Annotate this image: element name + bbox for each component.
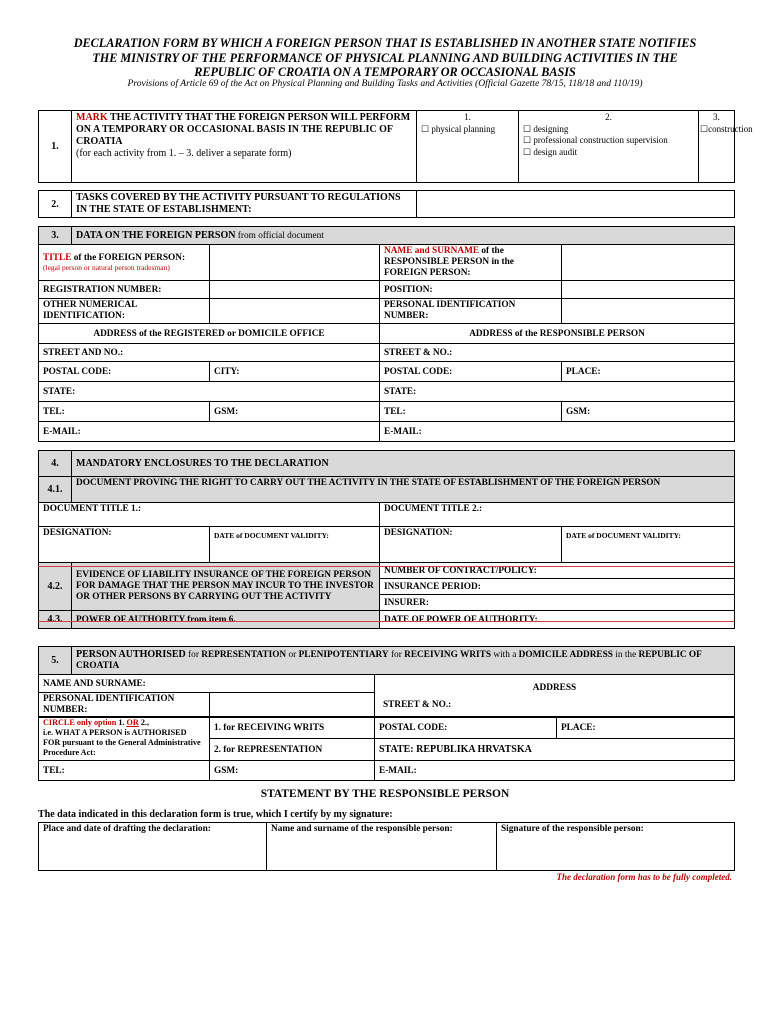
- title-line-1: DECLARATION FORM BY WHICH A FOREIGN PERSON THAT IS ESTABLISHED IN ANOTHER STATE NOTIFIES: [73, 36, 697, 50]
- checkbox-icon[interactable]: ☐: [421, 123, 430, 134]
- section-1-note: (for each activity from 1. – 3. deliver a separate form): [76, 148, 292, 159]
- title-rest: of the FOREIGN PERSON:: [71, 252, 186, 263]
- section-3-heading: [72, 227, 735, 245]
- checkbox-icon[interactable]: ☐: [523, 123, 532, 134]
- address-label: ADDRESS: [532, 683, 577, 693]
- authorised-pid-field[interactable]: [210, 693, 375, 718]
- activity-option-2[interactable]: [519, 111, 699, 183]
- statement-heading: STATEMENT BY THE RESPONSIBLE PERSON: [260, 788, 510, 800]
- insurance-period-field[interactable]: INSURANCE PERIOD:: [380, 579, 735, 595]
- responsible-state-field[interactable]: STATE:: [380, 382, 735, 402]
- item-4-2-number: 4.2.: [39, 563, 72, 611]
- authorised-email-field[interactable]: E-MAIL:: [375, 761, 735, 781]
- statement-table: [38, 822, 735, 871]
- h-i: DOMICILE ADDRESS: [518, 650, 613, 660]
- h-g: RECEIVING WRITS: [404, 650, 492, 660]
- insurer-field[interactable]: INSURER:: [380, 595, 735, 611]
- title-field[interactable]: [210, 245, 380, 281]
- email-field[interactable]: E-MAIL:: [39, 422, 380, 442]
- section-3: [38, 226, 735, 442]
- address-heading: [375, 675, 735, 718]
- form-title: [40, 36, 730, 80]
- name-rest: of the RESPONSIBLE PERSON in the FOREIGN PERSON:: [384, 246, 514, 278]
- circle-or: OR: [126, 718, 139, 727]
- responsible-name-field[interactable]: [562, 245, 735, 281]
- name-red: NAME and SURNAME: [384, 246, 480, 256]
- registration-label: REGISTRATION NUMBER:: [39, 281, 210, 299]
- registration-field[interactable]: [210, 281, 380, 299]
- section-2-number: 2.: [39, 191, 72, 218]
- checkbox-icon[interactable]: ☐: [523, 146, 532, 157]
- responsible-street-field[interactable]: STREET & NO.:: [380, 344, 735, 362]
- h-h: with a: [491, 650, 519, 660]
- authorised-name-field[interactable]: NAME AND SURNAME:: [39, 675, 375, 693]
- state-field[interactable]: STATE:: [39, 382, 380, 402]
- validity-date-1-field[interactable]: DATE of DOCUMENT VALIDITY:: [210, 527, 380, 563]
- title-red: TITLE: [43, 252, 72, 263]
- circle-1: 1.: [116, 718, 127, 727]
- h-b: for: [185, 650, 202, 660]
- option-receiving-writs[interactable]: 1. for RECEIVING WRITS: [210, 717, 375, 739]
- item-4-3-number: 4.3.: [39, 611, 72, 629]
- activity-option-3[interactable]: [699, 111, 753, 183]
- title-line-3: REPUBLIC OF CROATIA ON A TEMPORARY OR OCCASIONAL BASIS: [194, 65, 576, 79]
- responsible-postal-field[interactable]: POSTAL CODE:: [380, 362, 562, 382]
- position-label: POSITION:: [380, 281, 562, 299]
- title-label: [39, 245, 210, 281]
- activity-question: THE ACTIVITY THAT THE FOREIGN PERSON WILL PERFORM ON A TEMPORARY OR OCCASIONAL BASIS IN THE REPUBLIC OF CROATIA: [76, 112, 411, 147]
- document-title-1-field[interactable]: DOCUMENT TITLE 1.:: [39, 503, 380, 527]
- circle-option-label: [39, 717, 210, 761]
- city-field[interactable]: CITY:: [210, 362, 380, 382]
- checkbox-icon[interactable]: ☐: [523, 135, 532, 145]
- option-designing: designing: [533, 123, 569, 134]
- option-3-number: 3.: [713, 112, 720, 122]
- data-heading: DATA ON THE FOREIGN PERSON: [76, 230, 236, 241]
- h-k: REPUBLIC OF CROATIA: [76, 650, 702, 671]
- item-4-3-label: POWER OF AUTHORITY from item 6.: [72, 611, 380, 629]
- responsible-email-field[interactable]: E-MAIL:: [380, 422, 735, 442]
- signature-field[interactable]: Signature of the responsible person:: [497, 823, 735, 871]
- document-title-2-field[interactable]: DOCUMENT TITLE 2.:: [380, 503, 735, 527]
- item-4-1-number: 4.1.: [39, 477, 72, 503]
- section-3-number: 3.: [39, 227, 72, 245]
- circle-2: 2.,: [138, 718, 150, 727]
- footnote: The declaration form has to be fully completed.: [556, 872, 732, 882]
- authorised-postal-field[interactable]: POSTAL CODE:: [375, 717, 557, 739]
- tasks-field[interactable]: [417, 191, 735, 218]
- title-line-2: THE MINISTRY OF THE PERFORMANCE OF PHYSICAL PLANNING AND BUILDING ACTIVITIES IN THE: [92, 50, 678, 65]
- section-5-lower: [38, 716, 735, 781]
- h-f: for: [388, 650, 405, 660]
- title-note: (legal person or natural person tradesman): [43, 262, 170, 272]
- designation-1-field[interactable]: DESIGNATION:: [39, 527, 210, 563]
- item-4-1-label: DOCUMENT PROVING THE RIGHT TO CARRY OUT THE ACTIVITY IN THE STATE OF ESTABLISHMENT OF THE FOREIGN PERSON: [72, 477, 735, 503]
- authorised-person-heading: [72, 647, 735, 675]
- section-4-number: 4.: [39, 451, 72, 477]
- validity-date-2-field[interactable]: DATE of DOCUMENT VALIDITY:: [562, 527, 735, 563]
- section-5-number: 5.: [39, 647, 72, 675]
- h-c: REPRESENTATION: [201, 650, 287, 660]
- option-1-number: 1.: [464, 112, 471, 122]
- gsm-field[interactable]: GSM:: [210, 402, 380, 422]
- circle-red: CIRCLE only option: [43, 718, 117, 727]
- street-field[interactable]: STREET AND NO.:: [39, 344, 380, 362]
- section-1: [38, 110, 753, 183]
- option-representation[interactable]: 2. for REPRESENTATION: [210, 739, 375, 761]
- contract-number-field[interactable]: NUMBER OF CONTRACT/POLICY:: [380, 563, 735, 579]
- designation-2-field[interactable]: DESIGNATION:: [380, 527, 562, 563]
- mark-label: MARK: [76, 112, 108, 123]
- red-separator-top: [38, 566, 734, 567]
- responsible-place-field[interactable]: PLACE:: [562, 362, 735, 382]
- h-a: PERSON AUTHORISED: [76, 649, 186, 660]
- option-physical-planning: physical planning: [431, 123, 496, 134]
- responsible-name-label: [380, 245, 562, 281]
- option-design-audit: design audit: [533, 146, 578, 157]
- checkbox-icon[interactable]: ☐: [700, 123, 709, 134]
- enclosures-heading: MANDATORY ENCLOSURES TO THE DECLARATION: [72, 451, 735, 477]
- place-date-field[interactable]: Place and date of drafting the declaration:: [39, 823, 267, 871]
- h-d: or: [286, 650, 299, 660]
- red-separator-bottom: [38, 621, 734, 622]
- position-field[interactable]: [562, 281, 735, 299]
- authorised-place-field[interactable]: PLACE:: [557, 717, 735, 739]
- activity-option-1[interactable]: [417, 111, 519, 183]
- section-4: [38, 450, 735, 629]
- responsible-gsm-field[interactable]: GSM:: [562, 402, 735, 422]
- circle-rest: i.e. WHAT A PERSON is AUTHORISED FOR pursuant to the General Administrative Procedure Act:: [43, 728, 201, 757]
- responsible-tel-field[interactable]: TEL:: [380, 402, 562, 422]
- postal-code-field[interactable]: POSTAL CODE:: [39, 362, 210, 382]
- authorised-tel-field[interactable]: TEL:: [39, 761, 210, 781]
- statement-certify: The data indicated in this declaration form is true, which I certify by my signature:: [38, 809, 393, 820]
- section-2: [38, 190, 735, 218]
- form-subtitle: Provisions of Article 69 of the Act on Physical Planning and Building Tasks and Activities (Official Gazette 78/15, 118/18 and 110/19): [127, 78, 643, 89]
- h-j: in the: [612, 650, 639, 660]
- data-heading-note: from official document: [235, 231, 324, 241]
- authorised-pid-label: PERSONAL IDENTIFICATION NUMBER:: [39, 693, 210, 718]
- responsible-address-heading: ADDRESS of the RESPONSIBLE PERSON: [380, 324, 735, 344]
- authorised-gsm-field[interactable]: GSM:: [210, 761, 375, 781]
- registered-address-heading: ADDRESS of the REGISTERED or DOMICILE OFFICE: [39, 324, 380, 344]
- option-2-number: 2.: [605, 112, 612, 122]
- section-1-label: [72, 111, 417, 183]
- h-e: PLENIPOTENTIARY: [298, 650, 389, 660]
- tasks-label: TASKS COVERED BY THE ACTIVITY PURSUANT TO REGULATIONS IN THE STATE OF ESTABLISHMENT:: [72, 191, 417, 218]
- item-4-2-label: EVIDENCE OF LIABILITY INSURANCE OF THE FOREIGN PERSON FOR DAMAGE THAT THE PERSON MAY INCUR TO THE INVESTOR OR OTHER PERSONS BY CARRYING OUT THE ACTIVITY: [72, 563, 380, 611]
- option-supervision: professional construction supervision: [533, 135, 668, 145]
- authorised-state: STATE: REPUBLIKA HRVATSKA: [375, 739, 735, 761]
- personal-id-field[interactable]: [562, 299, 735, 324]
- option-construction: construction: [708, 123, 753, 134]
- tel-field[interactable]: TEL:: [39, 402, 210, 422]
- section-1-number: 1.: [39, 111, 72, 183]
- authorised-street-field[interactable]: STREET & NO.:: [383, 700, 452, 710]
- responsible-name-signature-field[interactable]: Name and surname of the responsible person:: [267, 823, 497, 871]
- power-of-authority-date-field[interactable]: DATE OF POWER OF AUTHORITY:: [380, 611, 735, 629]
- other-id-label: OTHER NUMERICAL IDENTIFICATION:: [39, 299, 210, 324]
- personal-id-label: PERSONAL IDENTIFICATION NUMBER:: [380, 299, 562, 324]
- other-id-field[interactable]: [210, 299, 380, 324]
